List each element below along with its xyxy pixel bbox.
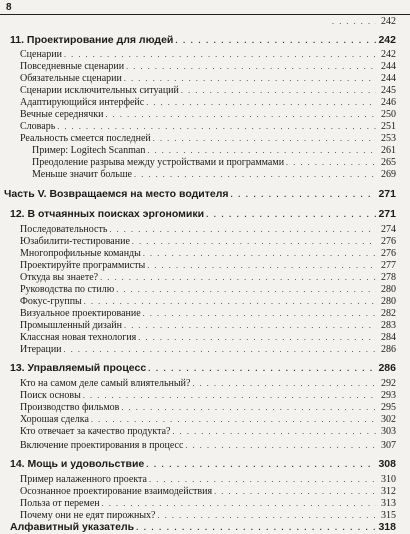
toc-section[interactable]: Сценарии исключительных ситуаций . . . 245	[20, 85, 396, 96]
toc-top-entry	[330, 16, 396, 27]
toc-subsection[interactable]: Преодоление разрыва между устройствами и программами . . . 265	[32, 157, 396, 168]
page-number: 8	[6, 2, 12, 13]
chapter-page: 286	[378, 362, 396, 374]
toc-section[interactable]: Польза от перемен . . . 313	[20, 498, 396, 509]
toc-section[interactable]: Обязательные сценарии . . . 244	[20, 73, 396, 84]
toc-section[interactable]: Производство фильмов . . . 295	[20, 402, 396, 413]
toc-chapter[interactable]	[10, 208, 396, 220]
toc-section[interactable]: Сценарии . . . 242	[20, 49, 396, 60]
chapter-title: 12. В отчаянных поисках эргономики	[10, 208, 205, 220]
chapter-page: 242	[378, 34, 396, 46]
toc-section[interactable]: Хорошая сделка . . . 302	[20, 414, 396, 425]
toc-section[interactable]: Реальность смеется последней . . . 253	[20, 133, 396, 144]
toc-section[interactable]: Руководства по стилю . . . 280	[20, 284, 396, 295]
index-page: 318	[378, 521, 396, 533]
toc-section[interactable]: Кто на самом деле самый влиятельный? . . . 292	[20, 378, 396, 389]
toc-section[interactable]: Кто отвечает за качество продукта? . . . 303	[20, 426, 396, 437]
toc-section[interactable]: Повседневные сценарии . . . 244	[20, 61, 396, 72]
index-title: Алфавитный указатель	[10, 521, 135, 533]
part-title: Часть V. Возвращаемся на место водителя	[4, 188, 229, 200]
toc-section[interactable]: Последовательность . . . 274	[20, 224, 396, 235]
toc-page: 242	[381, 16, 396, 27]
chapter-page: 308	[378, 458, 396, 470]
chapter-title: 11. Проектирование для людей	[10, 34, 174, 46]
toc-section[interactable]: Промышленный дизайн . . . 283	[20, 320, 396, 331]
chapter-title: 14. Мощь и удовольствие	[10, 458, 145, 470]
toc-section[interactable]: Классная новая технология . . . 284	[20, 332, 396, 343]
toc-section[interactable]: Многопрофильные команды . . . 276	[20, 248, 396, 259]
chapter-page: 271	[378, 208, 396, 220]
toc-section[interactable]: Словарь . . . 251	[20, 121, 396, 132]
toc-subsection[interactable]: Пример: Logitech Scanman . . . 261	[32, 145, 396, 156]
toc-section[interactable]: Юзабилити-тестирование . . . 276	[20, 236, 396, 247]
chapter-title: 13. Управляемый процесс	[10, 362, 147, 374]
toc-chapter[interactable]	[10, 458, 396, 470]
toc-section[interactable]: Пример налаженного проекта . . . 310	[20, 474, 396, 485]
toc-section[interactable]: Включение проектирования в процесс . . . 307	[20, 440, 396, 451]
toc-section[interactable]: Адаптирующийся интерфейс . . . 246	[20, 97, 396, 108]
toc-section[interactable]: Визуальное проектирование . . . 282	[20, 308, 396, 319]
toc-section[interactable]: Итерации . . . 286	[20, 344, 396, 355]
toc-section[interactable]: Осознанное проектирование взаимодействия . . . 312	[20, 486, 396, 497]
toc-section[interactable]: Проектируйте программисты . . . 277	[20, 260, 396, 271]
toc-part[interactable]	[4, 188, 396, 200]
toc-index[interactable]	[10, 521, 396, 533]
toc-section[interactable]: Почему они не едят пирожных? . . . 315	[20, 510, 396, 521]
toc-section[interactable]: Поиск основы . . . 293	[20, 390, 396, 401]
toc-chapter[interactable]	[10, 362, 396, 374]
toc-subsection[interactable]: Меньше значит больше . . . 269	[32, 169, 396, 180]
toc-chapter[interactable]	[10, 34, 396, 46]
toc-section[interactable]: Вечные середнячки . . . 250	[20, 109, 396, 120]
toc-section[interactable]: Фокус-группы . . . 280	[20, 296, 396, 307]
toc-section[interactable]: Откуда вы знаете? . . . 278	[20, 272, 396, 283]
part-page: 271	[378, 188, 396, 200]
